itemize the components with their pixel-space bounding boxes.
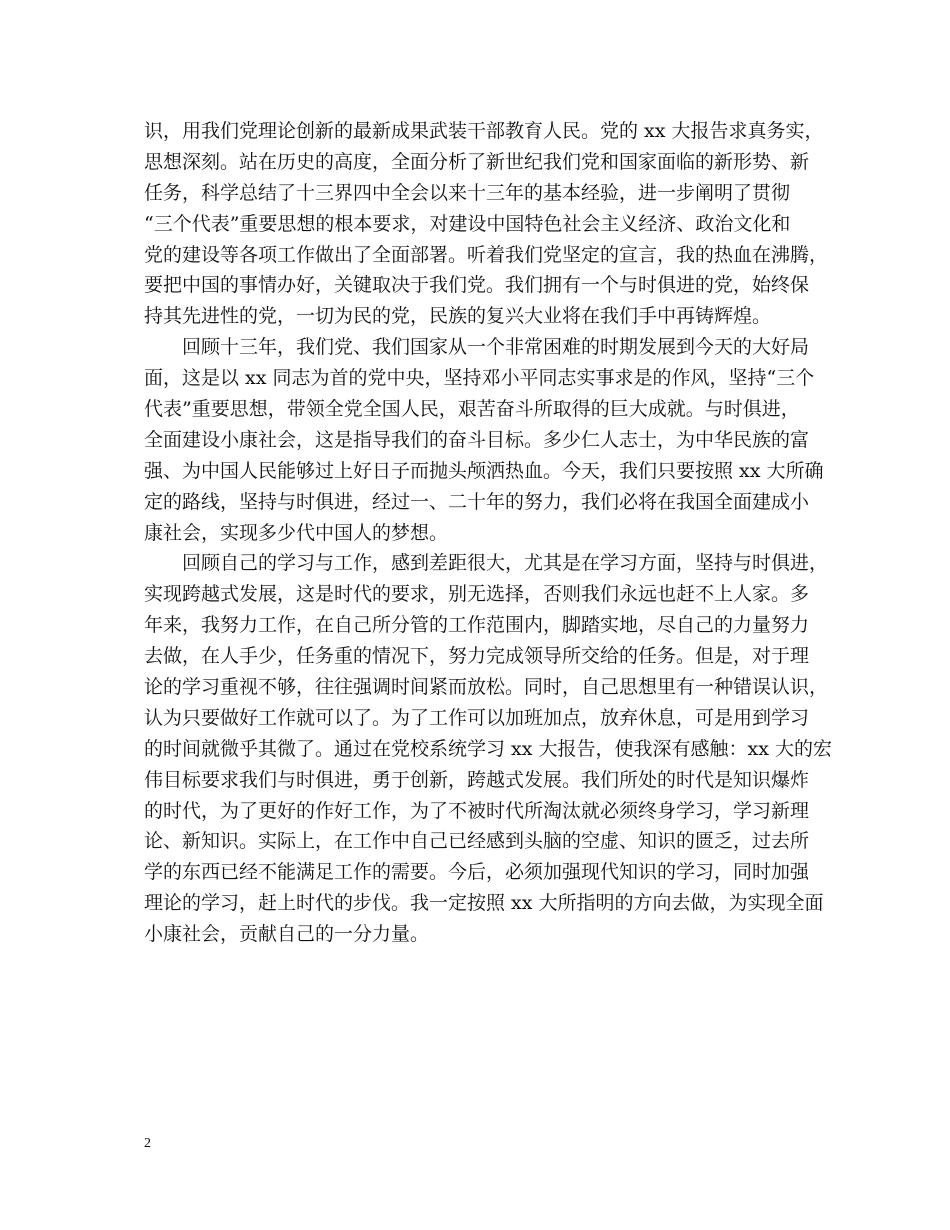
paragraph	[144, 116, 829, 332]
text-line: 的时代，为了更好的作好工作，为了不被时代所淘汰就必须终身学习，学习新理	[144, 799, 810, 822]
text-line: 面，这是以 xx 同志为首的党中央，坚持邓小平同志实事求是的作风，坚持“三个	[144, 367, 815, 390]
text-line: 小康社会，贡献自己的一分力量。	[144, 923, 430, 946]
text-line: 强、为中国人民能够过上好日子而抛头颅洒热血。今天，我们只要按照 xx 大所确	[144, 459, 824, 482]
text-line: 定的路线，坚持与时俱进，经过一、二十年的努力，我们必将在我国全面建成小	[144, 490, 810, 513]
paragraph	[144, 548, 832, 950]
text-line: 思想深刻。站在历史的高度，全面分析了新世纪我们党和国家面临的新形势、新	[144, 150, 810, 173]
text-line: 的时间就微乎其微了。通过在党校系统学习 xx 大报告，使我深有感触：xx 大的宏	[144, 737, 832, 760]
text-line: 理论的学习，赶上时代的步伐。我一定按照 xx 大所指明的方向去做，为实现全面	[144, 892, 824, 915]
text-line: “三个代表”重要思想的根本要求，对建设中国特色社会主义经济、政治文化和	[144, 212, 791, 235]
text-line: 党的建设等各项工作做出了全面部署。听着我们党坚定的宣言，我的热血在沸腾，	[144, 243, 829, 266]
text-line: 要把中国的事情办好，关键取决于我们党。我们拥有一个与时俱进的党，始终保	[144, 274, 810, 297]
text-line: 全面建设小康社会，这是指导我们的奋斗目标。多少仁人志士，为中华民族的富	[144, 428, 810, 451]
text-line: 任务，科学总结了十三界四中全会以来十三年的基本经验，进一步阐明了贯彻	[144, 181, 791, 204]
text-line: 持其先进性的党，一切为民的党，民族的复兴大业将在我们手中再铸辉煌。	[144, 305, 772, 328]
text-line: 伟目标要求我们与时俱进，勇于创新，跨越式发展。我们所处的时代是知识爆炸	[144, 768, 810, 791]
text-line: 康社会，实现多少代中国人的梦想。	[144, 521, 449, 544]
text-line: 年来，我努力工作，在自己所分管的工作范围内，脚踏实地，尽自己的力量努力	[144, 614, 810, 637]
page-number: 2	[144, 1136, 151, 1151]
body-text	[144, 116, 832, 950]
text-line: 回顾自己的学习与工作，感到差距很大，尤其是在学习方面，坚持与时俱进，	[182, 552, 829, 575]
text-line: 论、新知识。实际上，在工作中自己已经感到头脑的空虚、知识的匮乏，过去所	[144, 830, 810, 853]
text-line: 代表”重要思想，带领全党全国人民，艰苦奋斗所取得的巨大成就。与时俱进，	[144, 398, 800, 421]
paragraph	[144, 332, 824, 548]
text-line: 实现跨越式发展，这是时代的要求，别无选择，否则我们永远也赶不上人家。多	[144, 583, 810, 606]
text-line: 学的东西已经不能满足工作的需要。今后，必须加强现代知识的学习，同时加强	[144, 861, 810, 884]
text-line: 论的学习重视不够，往往强调时间紧而放松。同时，自己思想里有一种错误认识，	[144, 676, 829, 699]
text-line: 回顾十三年，我们党、我们国家从一个非常困难的时期发展到今天的大好局	[182, 336, 810, 359]
text-line: 识，用我们党理论创新的最新成果武装干部教育人民。党的 xx 大报告求真务实，	[144, 120, 824, 142]
text-line: 去做，在人手少，任务重的情况下，努力完成领导所交给的任务。但是，对于理	[144, 645, 810, 668]
text-line: 认为只要做好工作就可以了。为了工作可以加班加点，放弃休息，可是用到学习	[144, 706, 810, 729]
